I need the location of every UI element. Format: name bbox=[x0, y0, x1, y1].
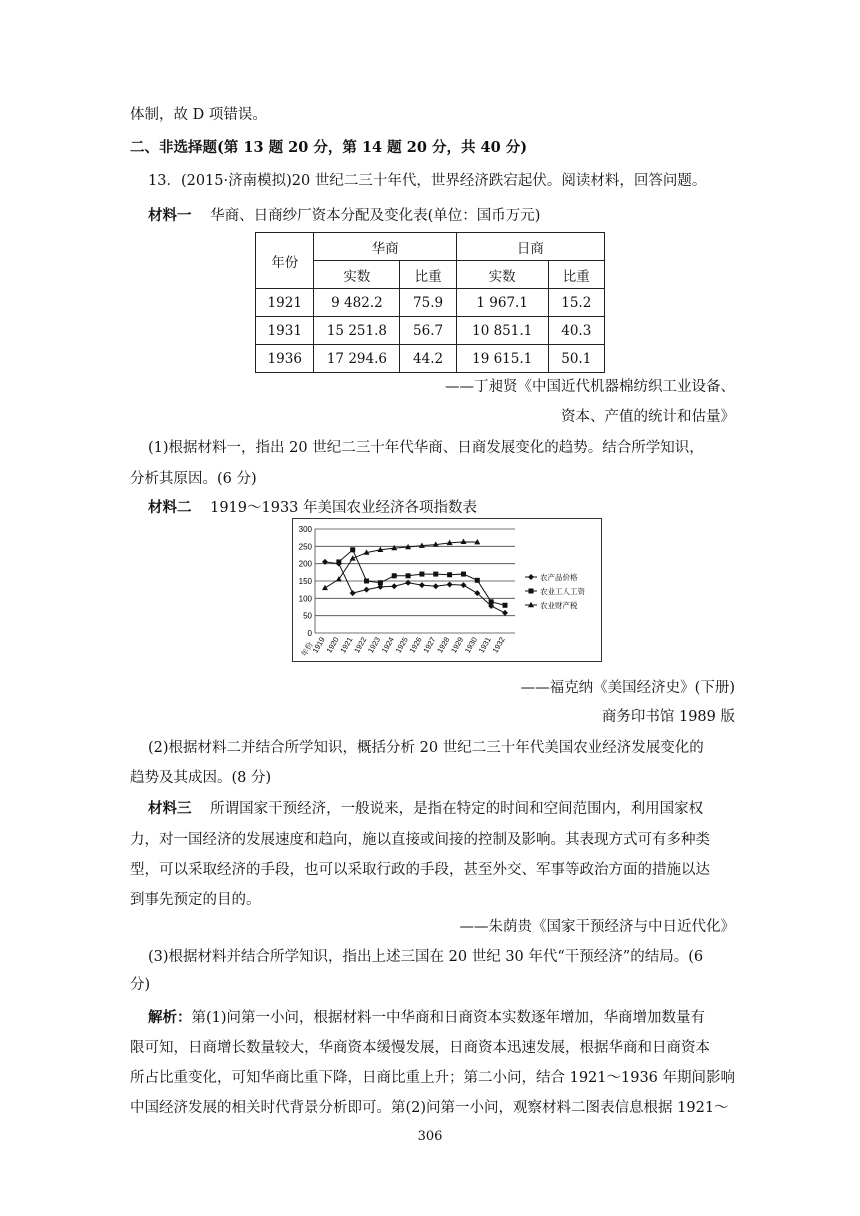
material-3-text: 型，可以采取经济的手段，也可以采取行政的手段，甚至外交、军事等政治方面的措施以达 bbox=[130, 862, 710, 878]
x-tick-label: 1931 bbox=[476, 635, 493, 655]
header-japanese: 日商 bbox=[456, 233, 604, 261]
square-marker bbox=[364, 579, 369, 584]
question-1: (1)根据材料一，指出 20 世纪二三十年代华商、日商发展变化的趋势。结合所学知识， bbox=[148, 440, 704, 456]
table-row bbox=[256, 289, 605, 317]
material-2-label: 材料二 bbox=[148, 499, 192, 516]
diamond-marker bbox=[528, 574, 534, 580]
material-1-source: ——丁昶贤《中国近代机器棉纺织工业设备、 bbox=[445, 379, 735, 395]
y-tick-label: 150 bbox=[298, 577, 312, 586]
y-tick-label: 100 bbox=[298, 594, 312, 604]
diamond-marker bbox=[502, 610, 508, 616]
material-2-source: 商务印书馆 1989 版 bbox=[601, 709, 735, 725]
material-1-label: 材料一 bbox=[148, 207, 192, 224]
x-tick-label: 1920 bbox=[324, 635, 341, 655]
y-tick-label: 300 bbox=[298, 525, 312, 534]
square-marker bbox=[392, 573, 397, 578]
diamond-marker bbox=[433, 583, 439, 589]
question-2: (2)根据材料二并结合所学知识，概括分析 20 世纪二三十年代美国农业经济发展变化的 bbox=[148, 740, 704, 756]
analysis-text: 中国经济发展的相关时代背景分析即可。第(2)问第一小问，观察材料二图表信息根据 1921～ bbox=[130, 1100, 729, 1116]
analysis-text: 第(1)问第一小问，根据材料一中华商和日商资本实数逐年增加，华商增加数量有 bbox=[191, 1010, 706, 1026]
header-year: 年份 bbox=[256, 233, 314, 289]
diamond-marker bbox=[391, 583, 397, 589]
x-tick-label: 1919 bbox=[310, 635, 327, 655]
analysis-text: 所占比重变化，可知华商比重下降，日商比重上升；第二小问，结合 1921～1936 年期间影响 bbox=[130, 1070, 736, 1086]
x-tick-label: 1925 bbox=[393, 635, 410, 655]
material-3-text: 力，对一国经济的发展速度和趋向，施以直接或间接的控制及影响。其表现方式可有多种类 bbox=[130, 832, 710, 848]
analysis-label: 解析： bbox=[148, 1009, 192, 1026]
square-marker bbox=[406, 573, 411, 578]
square-marker bbox=[529, 589, 534, 594]
x-tick-label: 1926 bbox=[407, 635, 424, 655]
table-cell: 1931 bbox=[256, 317, 314, 345]
diamond-marker bbox=[447, 581, 453, 587]
material-3-text: 到事先预定的目的。 bbox=[130, 892, 261, 908]
triangle-marker bbox=[460, 539, 466, 544]
material-3-label: 材料三 bbox=[148, 800, 192, 817]
text-line: 体制，故 D 项错误。 bbox=[130, 107, 267, 123]
table-cell: 15 251.8 bbox=[314, 317, 400, 345]
header-chinese: 华商 bbox=[314, 233, 456, 261]
table-cell: 1 967.1 bbox=[456, 289, 548, 317]
legend-label: 农业工人工资 bbox=[540, 587, 585, 596]
header-ratio: 比重 bbox=[400, 261, 456, 289]
section-heading: 二、非选择题(第 13 题 20 分，第 14 题 20 分，共 40 分) bbox=[130, 139, 528, 156]
square-marker bbox=[350, 547, 355, 552]
y-tick-label: 50 bbox=[303, 611, 312, 621]
table-cell: 40.3 bbox=[548, 317, 604, 345]
material-2-source: ——福克纳《美国经济史》(下册) bbox=[520, 680, 735, 696]
x-tick-label: 1923 bbox=[365, 635, 383, 655]
header-amount: 实数 bbox=[314, 261, 400, 289]
question-3: 分) bbox=[130, 977, 151, 993]
page-number: 306 bbox=[417, 1129, 443, 1144]
header-ratio: 比重 bbox=[548, 261, 604, 289]
x-tick-label: 1928 bbox=[435, 635, 452, 655]
table-cell: 10 851.1 bbox=[456, 317, 548, 345]
chart-svg bbox=[293, 519, 601, 661]
material-1-title: 华商、日商纱厂资本分配及变化表(单位：国币万元) bbox=[210, 208, 541, 224]
square-marker bbox=[378, 580, 383, 585]
material-2-title: 1919～1933 年美国农业经济各项指数表 bbox=[210, 500, 478, 516]
question-13-intro: 13．(2015·济南模拟)20 世纪二三十年代，世界经济跌宕起伏。阅读材料，回答问题。 bbox=[148, 173, 707, 189]
x-axis-label: 年份 bbox=[299, 640, 315, 658]
material-3-line bbox=[148, 797, 703, 818]
table-row bbox=[256, 345, 605, 373]
x-tick-label: 1922 bbox=[352, 635, 369, 655]
material-1-heading bbox=[148, 204, 540, 225]
header-amount: 实数 bbox=[456, 261, 548, 289]
y-tick-label: 250 bbox=[298, 542, 312, 552]
table-cell: 56.7 bbox=[400, 317, 456, 345]
question-3: (3)根据材料并结合所学知识，指出上述三国在 20 世纪 30 年代“干预经济”的结局。(6 bbox=[148, 949, 704, 965]
diamond-marker bbox=[419, 582, 425, 588]
table-cell: 9 482.2 bbox=[314, 289, 400, 317]
x-tick-label: 1929 bbox=[449, 635, 466, 655]
legend-label: 农产品价格 bbox=[540, 573, 578, 582]
material-1-source: 资本、产值的统计和估量》 bbox=[561, 409, 735, 425]
table-cell: 19 615.1 bbox=[456, 345, 548, 373]
material-3-text: 所谓国家干预经济，一般说来，是指在特定的时间和空间范围内，利用国家权 bbox=[210, 801, 704, 817]
table-cell: 1936 bbox=[256, 345, 314, 373]
square-marker bbox=[475, 578, 480, 583]
diamond-marker bbox=[364, 587, 370, 593]
analysis-line bbox=[148, 1006, 705, 1027]
agriculture-index-chart bbox=[292, 518, 602, 662]
table-cell: 15.2 bbox=[548, 289, 604, 317]
square-marker bbox=[336, 559, 341, 564]
capital-table bbox=[255, 232, 605, 373]
square-marker bbox=[489, 599, 494, 604]
diamond-marker bbox=[460, 582, 466, 588]
table-cell: 1921 bbox=[256, 289, 314, 317]
diamond-marker bbox=[350, 590, 356, 596]
material-3-source: ——朱荫贵《国家干预经济与中日近代化》 bbox=[459, 919, 735, 935]
question-1: 分析其原因。(6 分) bbox=[130, 471, 257, 487]
square-marker bbox=[433, 572, 438, 577]
x-tick-label: 1924 bbox=[379, 635, 396, 655]
square-marker bbox=[461, 572, 466, 577]
table-cell: 75.9 bbox=[400, 289, 456, 317]
x-tick-label: 1921 bbox=[338, 635, 355, 655]
series-line bbox=[325, 562, 505, 613]
table-cell: 50.1 bbox=[548, 345, 604, 373]
y-tick-label: 200 bbox=[298, 559, 312, 569]
material-2-heading bbox=[148, 496, 477, 517]
series-line bbox=[339, 550, 505, 605]
legend-label: 农业财产税 bbox=[540, 601, 578, 610]
triangle-marker bbox=[322, 585, 328, 590]
x-tick-label: 1930 bbox=[462, 635, 480, 655]
x-tick-label: 1932 bbox=[490, 635, 507, 655]
question-2: 趋势及其成因。(8 分) bbox=[130, 770, 272, 786]
square-marker bbox=[419, 572, 424, 577]
y-tick-label: 0 bbox=[307, 629, 312, 638]
table-row bbox=[256, 317, 605, 345]
table-cell: 44.2 bbox=[400, 345, 456, 373]
square-marker bbox=[447, 572, 452, 577]
analysis-text: 限可知，日商增长数量较大，华商资本缓慢发展，日商资本迅速发展，根据华商和日商资本 bbox=[130, 1040, 710, 1056]
square-marker bbox=[503, 603, 508, 608]
x-tick-label: 1927 bbox=[421, 635, 438, 655]
table-cell: 17 294.6 bbox=[314, 345, 400, 373]
